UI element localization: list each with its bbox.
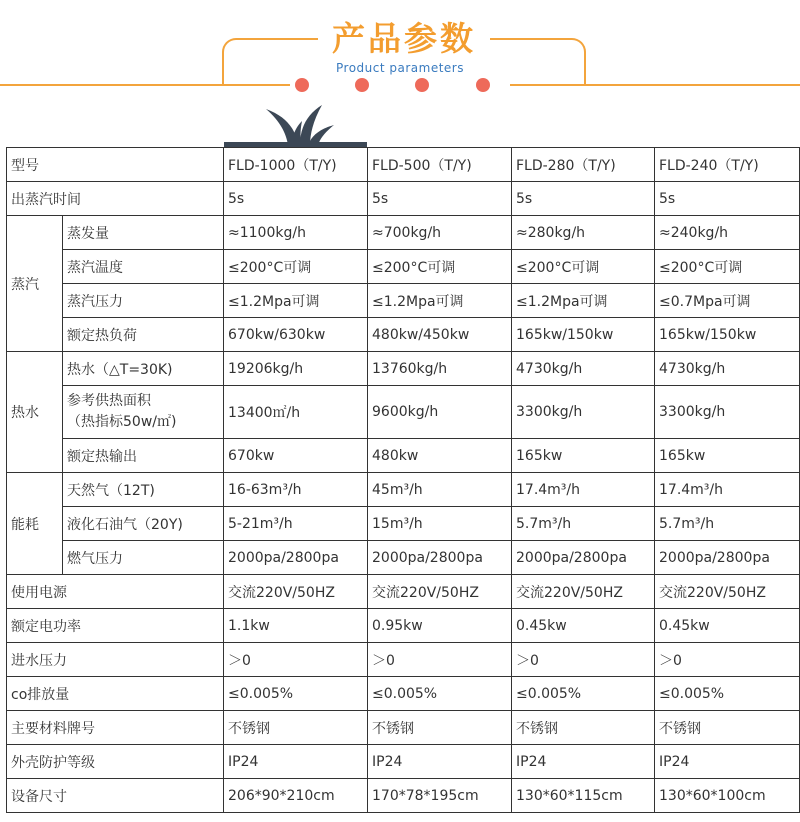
- table-cell: IP24: [368, 745, 512, 779]
- table-cell: ≈280kg/h: [512, 216, 655, 250]
- table-cell: 9600kg/h: [368, 386, 512, 439]
- row-label: 设备尺寸: [7, 779, 224, 813]
- table-cell: 15m³/h: [368, 507, 512, 541]
- row-label: 使用电源: [7, 575, 224, 609]
- table-cell: 2000pa/2800pa: [368, 541, 512, 575]
- table-cell: 130*60*100cm: [655, 779, 800, 813]
- table-cell: IP24: [655, 745, 800, 779]
- table-cell: 3300kg/h: [655, 386, 800, 439]
- table-cell: 13760kg/h: [368, 352, 512, 386]
- header-cell: FLD-500（T/Y): [368, 148, 512, 182]
- table-row: [7, 745, 800, 779]
- table-cell: 0.95kw: [368, 609, 512, 643]
- parameters-table: [6, 147, 800, 813]
- table-cell: 交流220V/50HZ: [224, 575, 368, 609]
- group-label: 蒸汽: [7, 216, 63, 352]
- table-cell: IP24: [224, 745, 368, 779]
- row-label: 燃气压力: [63, 541, 224, 575]
- table-cell: 4730kg/h: [655, 352, 800, 386]
- row-label: 额定热负荷: [63, 318, 224, 352]
- table-cell: 不锈钢: [368, 711, 512, 745]
- row-label: 进水压力: [7, 643, 224, 677]
- table-cell: 0.45kw: [655, 609, 800, 643]
- header-cell: 型号: [7, 148, 224, 182]
- table-cell: 不锈钢: [224, 711, 368, 745]
- table-row: [7, 148, 800, 182]
- row-label: 蒸汽温度: [63, 250, 224, 284]
- table-row: [7, 541, 800, 575]
- table-row: [7, 677, 800, 711]
- table-cell: 480kw: [368, 439, 512, 473]
- table-cell: 165kw/150kw: [655, 318, 800, 352]
- table-cell: 17.4m³/h: [655, 473, 800, 507]
- table-row: [7, 507, 800, 541]
- table-cell: 不锈钢: [512, 711, 655, 745]
- table-cell: 交流220V/50HZ: [512, 575, 655, 609]
- table-cell: 1.1kw: [224, 609, 368, 643]
- row-label: 热水（△T=30K): [63, 352, 224, 386]
- table-cell: 交流220V/50HZ: [368, 575, 512, 609]
- table-row: [7, 318, 800, 352]
- table-cell: 5s: [655, 182, 800, 216]
- table-cell: 206*90*210cm: [224, 779, 368, 813]
- table-row: [7, 575, 800, 609]
- decor-dot: [415, 78, 429, 92]
- table-cell: 480kw/450kw: [368, 318, 512, 352]
- table-cell: ≤1.2Mpa可调: [368, 284, 512, 318]
- row-label-line1: 参考供热面积: [67, 393, 151, 409]
- header-cell: FLD-240（T/Y): [655, 148, 800, 182]
- page-title: 产品参数: [332, 19, 476, 58]
- table-cell: 670kw/630kw: [224, 318, 368, 352]
- table-cell: ≈240kg/h: [655, 216, 800, 250]
- row-label: 蒸汽压力: [63, 284, 224, 318]
- table-cell: ≤1.2Mpa可调: [512, 284, 655, 318]
- table-row: [7, 250, 800, 284]
- row-label: 液化石油气（20Y): [63, 507, 224, 541]
- table-row: [7, 609, 800, 643]
- table-cell: 165kw: [655, 439, 800, 473]
- table-cell: ＞0: [512, 643, 655, 677]
- table-cell: 19206kg/h: [224, 352, 368, 386]
- table-cell: 交流220V/50HZ: [655, 575, 800, 609]
- table-cell: 5-21m³/h: [224, 507, 368, 541]
- table-cell: 5.7m³/h: [512, 507, 655, 541]
- table-cell: ≤200°C可调: [224, 250, 368, 284]
- table-cell: ≤0.005%: [512, 677, 655, 711]
- row-label: co排放量: [7, 677, 224, 711]
- table-cell: ≤0.005%: [655, 677, 800, 711]
- table-row: [7, 779, 800, 813]
- table-cell: 17.4m³/h: [512, 473, 655, 507]
- row-label: 出蒸汽时间: [7, 182, 224, 216]
- table-row: [7, 711, 800, 745]
- table-cell: 4730kg/h: [512, 352, 655, 386]
- decor-dot: [295, 78, 309, 92]
- table-row: [7, 182, 800, 216]
- table-row: [7, 216, 800, 250]
- table-cell: 165kw: [512, 439, 655, 473]
- table-cell: ≤200°C可调: [368, 250, 512, 284]
- row-label: 额定电功率: [7, 609, 224, 643]
- table-cell: ≈700kg/h: [368, 216, 512, 250]
- table-cell: IP24: [512, 745, 655, 779]
- table-cell: ＞0: [224, 643, 368, 677]
- header-cell: FLD-1000（T/Y): [224, 148, 368, 182]
- table-cell: ＞0: [655, 643, 800, 677]
- row-label: 外壳防护等级: [7, 745, 224, 779]
- table-cell: ≤200°C可调: [655, 250, 800, 284]
- table-cell: 2000pa/2800pa: [655, 541, 800, 575]
- table-cell: ≈1100kg/h: [224, 216, 368, 250]
- table-row: [7, 352, 800, 386]
- group-label: 热水: [7, 352, 63, 473]
- header-cell: FLD-280（T/Y): [512, 148, 655, 182]
- table-cell: ≤200°C可调: [512, 250, 655, 284]
- table-row: [7, 284, 800, 318]
- page-subtitle: Product parameters: [336, 61, 464, 75]
- table-row: [7, 439, 800, 473]
- leaf-icon: [262, 103, 334, 145]
- group-label: 能耗: [7, 473, 63, 575]
- table-cell: 45m³/h: [368, 473, 512, 507]
- table-row: [7, 643, 800, 677]
- row-label: 额定热输出: [63, 439, 224, 473]
- section-header: [0, 0, 800, 140]
- row-label: 主要材料牌号: [7, 711, 224, 745]
- table-cell: 170*78*195cm: [368, 779, 512, 813]
- table-cell: 130*60*115cm: [512, 779, 655, 813]
- table-cell: ≤0.7Mpa可调: [655, 284, 800, 318]
- table-cell: ≤1.2Mpa可调: [224, 284, 368, 318]
- table-cell: 13400㎡/h: [224, 386, 368, 439]
- table-cell: 2000pa/2800pa: [224, 541, 368, 575]
- table-row: [7, 473, 800, 507]
- table-row: [7, 386, 800, 439]
- table-cell: ＞0: [368, 643, 512, 677]
- row-label: 蒸发量: [63, 216, 224, 250]
- table-cell: 5s: [368, 182, 512, 216]
- table-cell: ≤0.005%: [224, 677, 368, 711]
- table-cell: 5s: [512, 182, 655, 216]
- table-cell: 2000pa/2800pa: [512, 541, 655, 575]
- table-cell: 165kw/150kw: [512, 318, 655, 352]
- table-cell: 670kw: [224, 439, 368, 473]
- table-cell: 0.45kw: [512, 609, 655, 643]
- row-label: [63, 386, 224, 439]
- row-label: 天然气（12T): [63, 473, 224, 507]
- decor-dot: [476, 78, 490, 92]
- table-cell: ≤0.005%: [368, 677, 512, 711]
- decor-dot: [355, 78, 369, 92]
- table-cell: 5.7m³/h: [655, 507, 800, 541]
- table-cell: 5s: [224, 182, 368, 216]
- table-cell: 16-63m³/h: [224, 473, 368, 507]
- table-cell: 3300kg/h: [512, 386, 655, 439]
- table-cell: 不锈钢: [655, 711, 800, 745]
- row-label-line2: （热指标50w/㎡): [67, 414, 177, 430]
